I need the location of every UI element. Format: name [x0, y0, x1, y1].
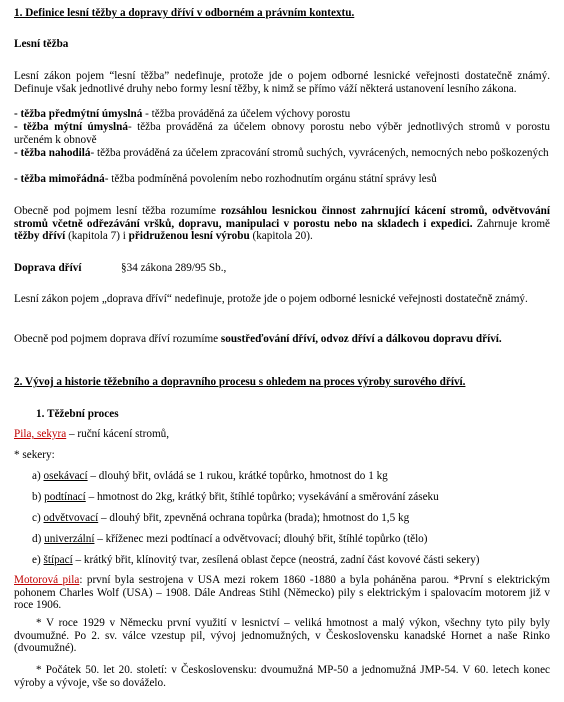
text-general-bold-1: rozsáhlou lesnickou činnost zahrnující kácení stromů, odvětvování stromů včetně odřezávání vršků, dopravu, manipulaci v porostu nebo na skladech i expedici.: [14, 205, 550, 230]
text-general-1: Obecně pod pojmem lesní těžba rozumíme: [14, 205, 221, 217]
line-pila-sekyra: [14, 428, 550, 441]
sekera-prefix: d): [32, 533, 45, 545]
list-item-sekera-c: [32, 512, 550, 525]
paragraph-lesni-tezba-intro: Lesní zákon pojem “lesní těžba” nedefinuje, protože jde o pojem odborné lesnické veřejnosti dostatečně známý. Definuje však jednotlivé druhy nebo formy lesní těžby, k nimž se přímo váží některá ustanovení lesního zákona.: [14, 70, 550, 95]
list-item-sekera-e: [32, 554, 550, 567]
sekera-prefix: b): [32, 491, 45, 503]
text-general-bold-2: těžby dříví: [14, 230, 66, 243]
text-general-2: Zahrnuje kromě: [472, 217, 550, 230]
heading-vyvoj: 2. Vývoj a historie těžebního a dopravního procesu s ohledem na proces výroby surového dříví.: [14, 376, 466, 388]
sekera-prefix: a): [32, 470, 44, 482]
subheading-doprava: Doprava dříví: [14, 262, 82, 274]
desc-mytni: - těžba prováděná za účelem obnovy porostu nebo výběr jednotlivých stromů v porostu určeném k obnově: [14, 121, 550, 146]
paragraph-50-leta: * Počátek 50. let 20. století: v Československu: dvoumužná MP-50 a jednomužná JMP-54. V 60. letech konec výroby a vývoje, vše so dováželo.: [14, 664, 550, 689]
sekera-term: univerzální: [44, 533, 95, 545]
text-doprava-general: Obecně pod pojmem doprava dříví rozumíme: [14, 333, 221, 345]
term-predmytni: - těžba předmýtní úmyslná: [14, 108, 143, 120]
sekera-desc: – krátký břit, klínovitý tvar, zesílená oblast čepce (neostrá, zadní část kovové části sekery): [72, 554, 480, 566]
desc-predmytni: - těžba prováděná za účelem výchovy porostu: [142, 108, 351, 120]
term-nahodila: - těžba nahodilá: [14, 147, 91, 159]
heading-definice: 1. Definice lesní těžby a dopravy dříví v odborném a právním kontextu.: [14, 7, 355, 19]
paragraph-doprava-intro: Lesní zákon pojem „doprava dříví“ nedefinuje, protože jde o pojem odborné lesnické veřejnosti dostatečně známý.: [14, 293, 528, 305]
list-item-predmytni: [14, 108, 550, 121]
sekera-term: štípací: [43, 554, 73, 566]
paragraph-motorova-pila: [14, 574, 550, 612]
doprava-law-reference: §34 zákona 289/95 Sb.,: [121, 262, 227, 274]
desc-nahodila: - těžba prováděná za účelem zpracování stromů suchých, vyvrácených, nemocných nebo poškozených: [90, 147, 549, 159]
sekera-prefix: e): [32, 554, 44, 566]
label-sekery: * sekery:: [14, 449, 55, 461]
term-mytni: - těžba mýtní úmyslná: [14, 121, 128, 133]
text-motorova-pila: : první byla sestrojena v USA mezi rokem 1860 -1880 a byla poháněna parou. *První s elektrickým pohonem Charles Wolf (USA) – 1908. Dále Andreas Stihl (Německo) pily s elektrickým i spalovacím motorem již v roce 1906.: [14, 574, 550, 612]
list-item-sekera-d: [32, 533, 550, 546]
list-item-sekera-a: [32, 470, 550, 483]
sekera-term: podtínací: [44, 491, 86, 503]
desc-mimoradna: - těžba podmíněná povolením nebo rozhodnutím orgánu státní správy lesů: [104, 173, 437, 185]
link-pila-sekyra[interactable]: Pila, sekyra: [14, 428, 67, 440]
link-motorova-pila[interactable]: Motorová pila: [14, 574, 80, 586]
text-doprava-general-bold: soustřeďování dříví, odvoz dříví a dálkovou dopravu dříví.: [220, 333, 502, 345]
list-item-mimoradna: [14, 173, 550, 186]
term-mimoradna: - těžba mimořádná: [14, 173, 105, 185]
list-item-mytni: [14, 121, 550, 146]
subheading-tezebni-proces: 1. Těžební proces: [36, 408, 119, 420]
list-item-nahodila: [14, 147, 550, 160]
sekera-desc: – kříženec mezi podtínací a odvětvovací; dlouhý břit, štíhlé topůrko (tělo): [94, 533, 428, 545]
sekera-term: odvětvovací: [43, 512, 99, 524]
sekera-prefix: c): [32, 512, 44, 524]
paragraph-lesni-tezba-general: [14, 205, 550, 243]
paragraph-1929: * V roce 1929 v Německu první využití v lesnictví – veliká hmotnost a malý výkon, všechny tyto pily byly dvoumužné. Po 2. sv. válce vzestup pil, vývoj jednomužných, v Československu kanadské Hornet a naše Rinko (dvoumužné).: [14, 617, 550, 655]
text-general-3: (kapitola 7) i: [65, 230, 129, 243]
text-general-4: (kapitola 20).: [249, 230, 313, 243]
subheading-lesni-tezba: Lesní těžba: [14, 38, 69, 50]
list-item-sekera-b: [32, 491, 550, 504]
paragraph-doprava-general: [14, 333, 550, 346]
sekera-term: osekávací: [43, 470, 88, 482]
sekera-desc: – dlouhý břit, zpevněná ochrana topůrka (brada); hmotnost do 1,5 kg: [98, 512, 410, 524]
text-pila-rest: – ruční kácení stromů,: [66, 428, 170, 440]
sekera-desc: – hmotnost do 2kg, krátký břit, štíhlé topůrko; vysekávání a směrování záseku: [85, 491, 439, 503]
text-general-bold-3: přidruženou lesní výrobu: [128, 230, 250, 243]
doprava-header-line: [14, 262, 550, 275]
sekera-desc: – dlouhý břit, ovládá se 1 rukou, krátké topůrko, hmotnost do 1 kg: [87, 470, 388, 482]
